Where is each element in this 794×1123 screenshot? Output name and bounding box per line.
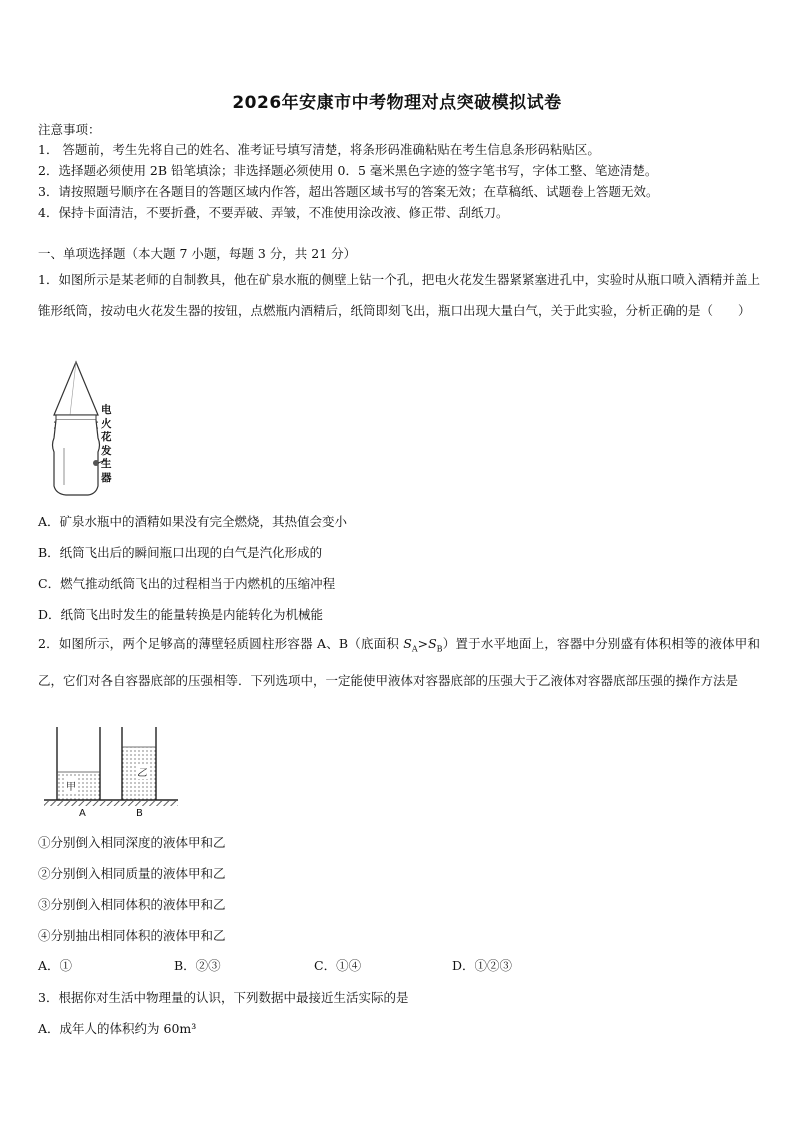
question-1-option-d[interactable]: D．纸筒飞出时发生的能量转换是内能转化为机械能 bbox=[38, 607, 324, 622]
containers-figure bbox=[42, 722, 182, 822]
notice-heading: 注意事项： bbox=[38, 122, 101, 137]
question-2-statement: ②分别倒入相同质量的液体甲和乙 bbox=[38, 866, 226, 881]
question-1-option-b[interactable]: B．纸筒飞出后的瞬间瓶口出现的白气是汽化形成的 bbox=[38, 545, 323, 560]
question-2-option-d[interactable]: D．①②③ bbox=[452, 958, 513, 973]
question-1-option-a[interactable]: A．矿泉水瓶中的酒精如果没有完全燃烧，其热值会变小 bbox=[38, 514, 348, 529]
notice-item: 4．保持卡面清洁，不要折叠，不要弄破、弄皱，不准使用涂改液、修正带、刮纸刀。 bbox=[38, 205, 509, 220]
liquid-b-label: 乙 bbox=[136, 764, 148, 779]
question-3-stem: 3．根据你对生活中物理量的认识，下列数据中最接近生活实际的是 bbox=[38, 990, 409, 1005]
question-1-stem: 1．如图所示是某老师的自制教具，他在矿泉水瓶的侧壁上钻一个孔，把电火花发生器紧紧塞进孔中，实验时从瓶口喷入酒精并盖上锥形纸筒，按动电火花发生器的按钮，点燃瓶内酒精后，纸筒即刻飞出，瓶口出现大量白气，关于此实验，分析正确的是（ ） bbox=[38, 272, 760, 318]
question-2-option-a[interactable]: A．① bbox=[38, 958, 73, 973]
question-3-option-a[interactable]: A．成年人的体积约为 60m³ bbox=[38, 1021, 197, 1036]
notice-item: 2．选择题必须使用 2B 铅笔填涂；非选择题必须使用 0．5 毫米黑色字迹的签字笔书写，字体工整、笔迹清楚。 bbox=[38, 163, 658, 178]
section-heading: 一、单项选择题（本大题 7 小题，每题 3 分，共 21 分） bbox=[38, 246, 357, 261]
question-2-option-c[interactable]: C．①④ bbox=[314, 958, 362, 973]
page-title: 2026年安康市中考物理对点突破模拟试卷 bbox=[232, 93, 562, 113]
question-2-statement: ④分别抽出相同体积的液体甲和乙 bbox=[38, 928, 226, 943]
question-2-statement: ①分别倒入相同深度的液体甲和乙 bbox=[38, 835, 226, 850]
question-2-statement: ③分别倒入相同体积的液体甲和乙 bbox=[38, 897, 226, 912]
liquid-a-label: 甲 bbox=[65, 778, 77, 793]
notice-item: 1． 答题前，考生先将自己的姓名、准考证号填写清楚，将条形码准确粘贴在考生信息条形码粘贴区。 bbox=[38, 142, 600, 157]
spark-generator-label: 电 火 花 发 生 器 bbox=[101, 404, 112, 484]
question-2-stem: 2．如图所示，两个足够高的薄壁轻质圆柱形容器 A、B（底面积 $S_A>S_B$）置于水平地面上，容器中分别盛有体积相等的液体甲和乙，它们对各自容器底部的压强相等．下列选项中，一定能使甲液体对容器底部的压强大于乙液体对容器底部压强的操作方法是 bbox=[38, 636, 760, 688]
notice-item: 3．请按照题号顺序在各题目的答题区域内作答，超出答题区域书写的答案无效；在草稿纸、试题卷上答题无效。 bbox=[38, 184, 659, 199]
container-a-label: A bbox=[79, 808, 86, 819]
question-2-option-b[interactable]: B．②③ bbox=[174, 958, 221, 973]
question-1-option-c[interactable]: C．燃气推动纸筒飞出的过程相当于内燃机的压缩冲程 bbox=[38, 576, 336, 591]
bottle-spark-figure bbox=[46, 360, 126, 500]
container-b-label: B bbox=[136, 808, 143, 819]
